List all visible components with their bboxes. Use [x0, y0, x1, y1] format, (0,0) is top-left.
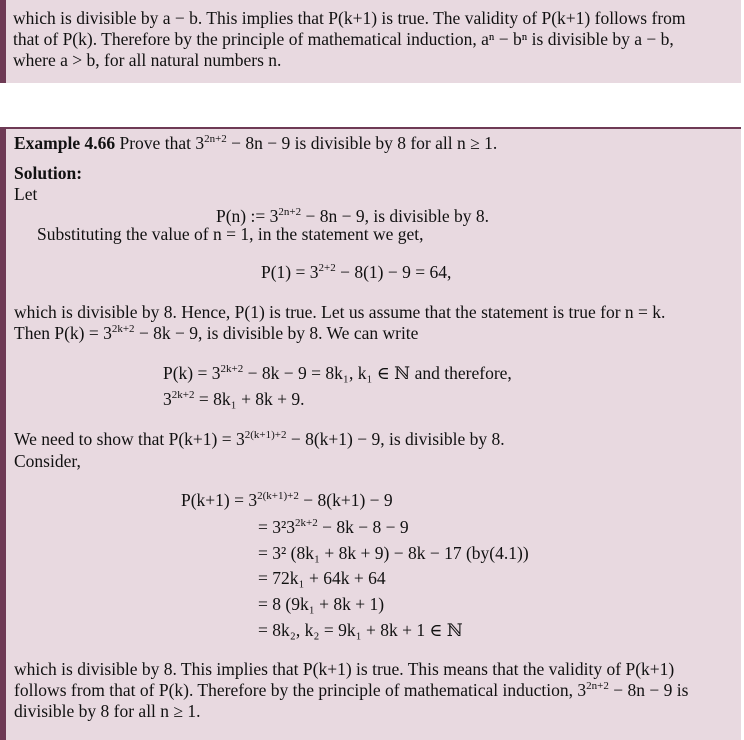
- pk-equation-2: $3^{2k+2} = 8k_1 + 8k + 9$.: [163, 389, 305, 409]
- derivation-step-6: = 8k₂, k₂ = 9k₁ + 8k + 1 ∈ ℕ: [258, 620, 463, 640]
- para1-line-1: which is divisible by 8. Hence, P(1) is true. Let us assume that the statement is true for n = k.: [14, 302, 666, 322]
- consider-text: Consider,: [14, 451, 81, 471]
- example-statement: Prove that $3^{2n+2} - 8n - 9$ is divisible by 8 for all n ≥ 1.: [119, 133, 498, 153]
- derivation-step-4: = 72k₁ + 64k + 64: [258, 568, 386, 588]
- derivation-step-3: = 3² (8k₁ + 8k + 9) − 8k − 17 (by(4.1)): [258, 543, 529, 563]
- substituting-text: Substituting the value of n = 1, in the statement we get,: [37, 224, 424, 244]
- p1-equation: $P(1) = 3^{2+2} - 8(1) - 9 = 64$,: [261, 262, 452, 282]
- p-definition: P(n) := $3^{2n+2} - 8n - 9$, is divisible by 8.: [216, 206, 490, 226]
- solution-label: Solution:: [14, 163, 83, 183]
- let-text: Let: [14, 184, 38, 204]
- conclusion-line-1: which is divisible by 8. This implies that P(k+1) is true. This means that the validity of P(k+1): [14, 659, 675, 679]
- example-label: Example 4.66: [14, 133, 116, 153]
- derivation-step-1: $P(k+1) = 3^{2(k+1)+2} - 8(k+1) - 9$: [181, 490, 393, 510]
- conclusion-line-3: divisible by 8 for all n ≥ 1.: [14, 701, 201, 721]
- need-to-show-text: We need to show that $P(k+1) = 3^{2(k+1)+2} - 8(k+1) - 9$, is divisible by 8.: [14, 429, 505, 449]
- pk-equation-1: $P(k) = 3^{2k+2} - 8k - 9 = 8k_1$, k₁ ∈ ℕ and therefore,: [163, 363, 512, 383]
- top-text-line-2: that of P(k). Therefore by the principle of mathematical induction, aⁿ − bⁿ is divisible by a − b,: [13, 29, 674, 49]
- conclusion-line-2: follows from that of P(k). Therefore by the principle of mathematical induction, $3^{2n+2} - 8n - 9$ is: [14, 680, 689, 700]
- top-text-line-3: where a > b, for all natural numbers n.: [13, 50, 282, 70]
- para1-line-2: Then $P(k) = 3^{2k+2} - 8k - 9$, is divisible by 8. We can write: [14, 323, 419, 343]
- derivation-step-2: = $3^23^{2k+2} - 8k - 8 - 9$: [258, 517, 409, 537]
- derivation-step-5: = 8 (9k₁ + 8k + 1): [258, 594, 385, 614]
- top-text-line-1: which is divisible by a − b. This implies that P(k+1) is true. The validity of P(k+1) follows from: [13, 8, 686, 28]
- example-heading: [14, 133, 497, 157]
